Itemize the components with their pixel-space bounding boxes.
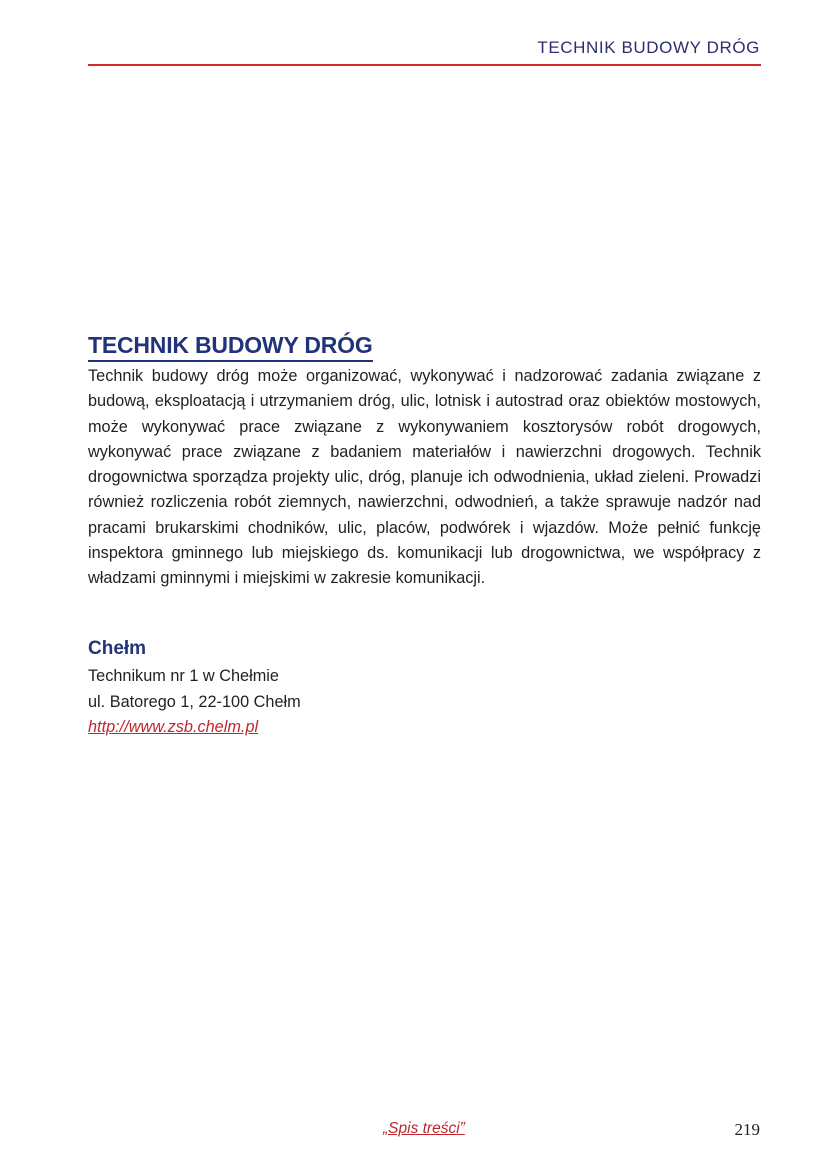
section-title: TECHNIK BUDOWY DRÓG xyxy=(88,332,373,362)
table-of-contents-link[interactable]: „Spis treści” xyxy=(383,1120,465,1137)
city-heading: Chełm xyxy=(88,638,147,659)
profession-description: Technik budowy dróg może organizować, wykonywać i nadzorować zadania związane z budową, eksploatacją i utrzymaniem dróg, ulic, lotnisk i autostrad oraz obiektów mostowych, może wykonywać prace związane z wykonywaniem kosztorysów robót drogowych, wykonywać prace związane z badaniem materiałów i nawierzchni drogowych. Technik drogownictwa sporządza projekty ulic, dróg, planuje ich odwodnienia, układ zieleni. Prowadzi również rozliczenia robót ziemnych, nawierzchni, odwodnień, a także sprawuje nadzór nad pracami brukarskimi chodników, ulic, placów, podwórek i wjazdów. Może pełnić funkcję inspektora gminnego lub miejskiego ds. komunikacji lub drogownictwa, we współpracy z władzami gminnymi i miejskimi w zakresie komunikacji. xyxy=(88,367,761,588)
page-number: 219 xyxy=(734,1120,760,1139)
school-website-link[interactable]: http://www.zsb.chelm.pl xyxy=(88,718,259,736)
header-rule xyxy=(88,64,761,66)
school-name: Technikum nr 1 w Chełmie xyxy=(88,667,279,685)
school-address: ul. Batorego 1, 22-100 Chełm xyxy=(88,692,301,711)
school-info xyxy=(88,664,301,741)
running-header-title: TECHNIK BUDOWY DRÓG xyxy=(537,38,760,57)
